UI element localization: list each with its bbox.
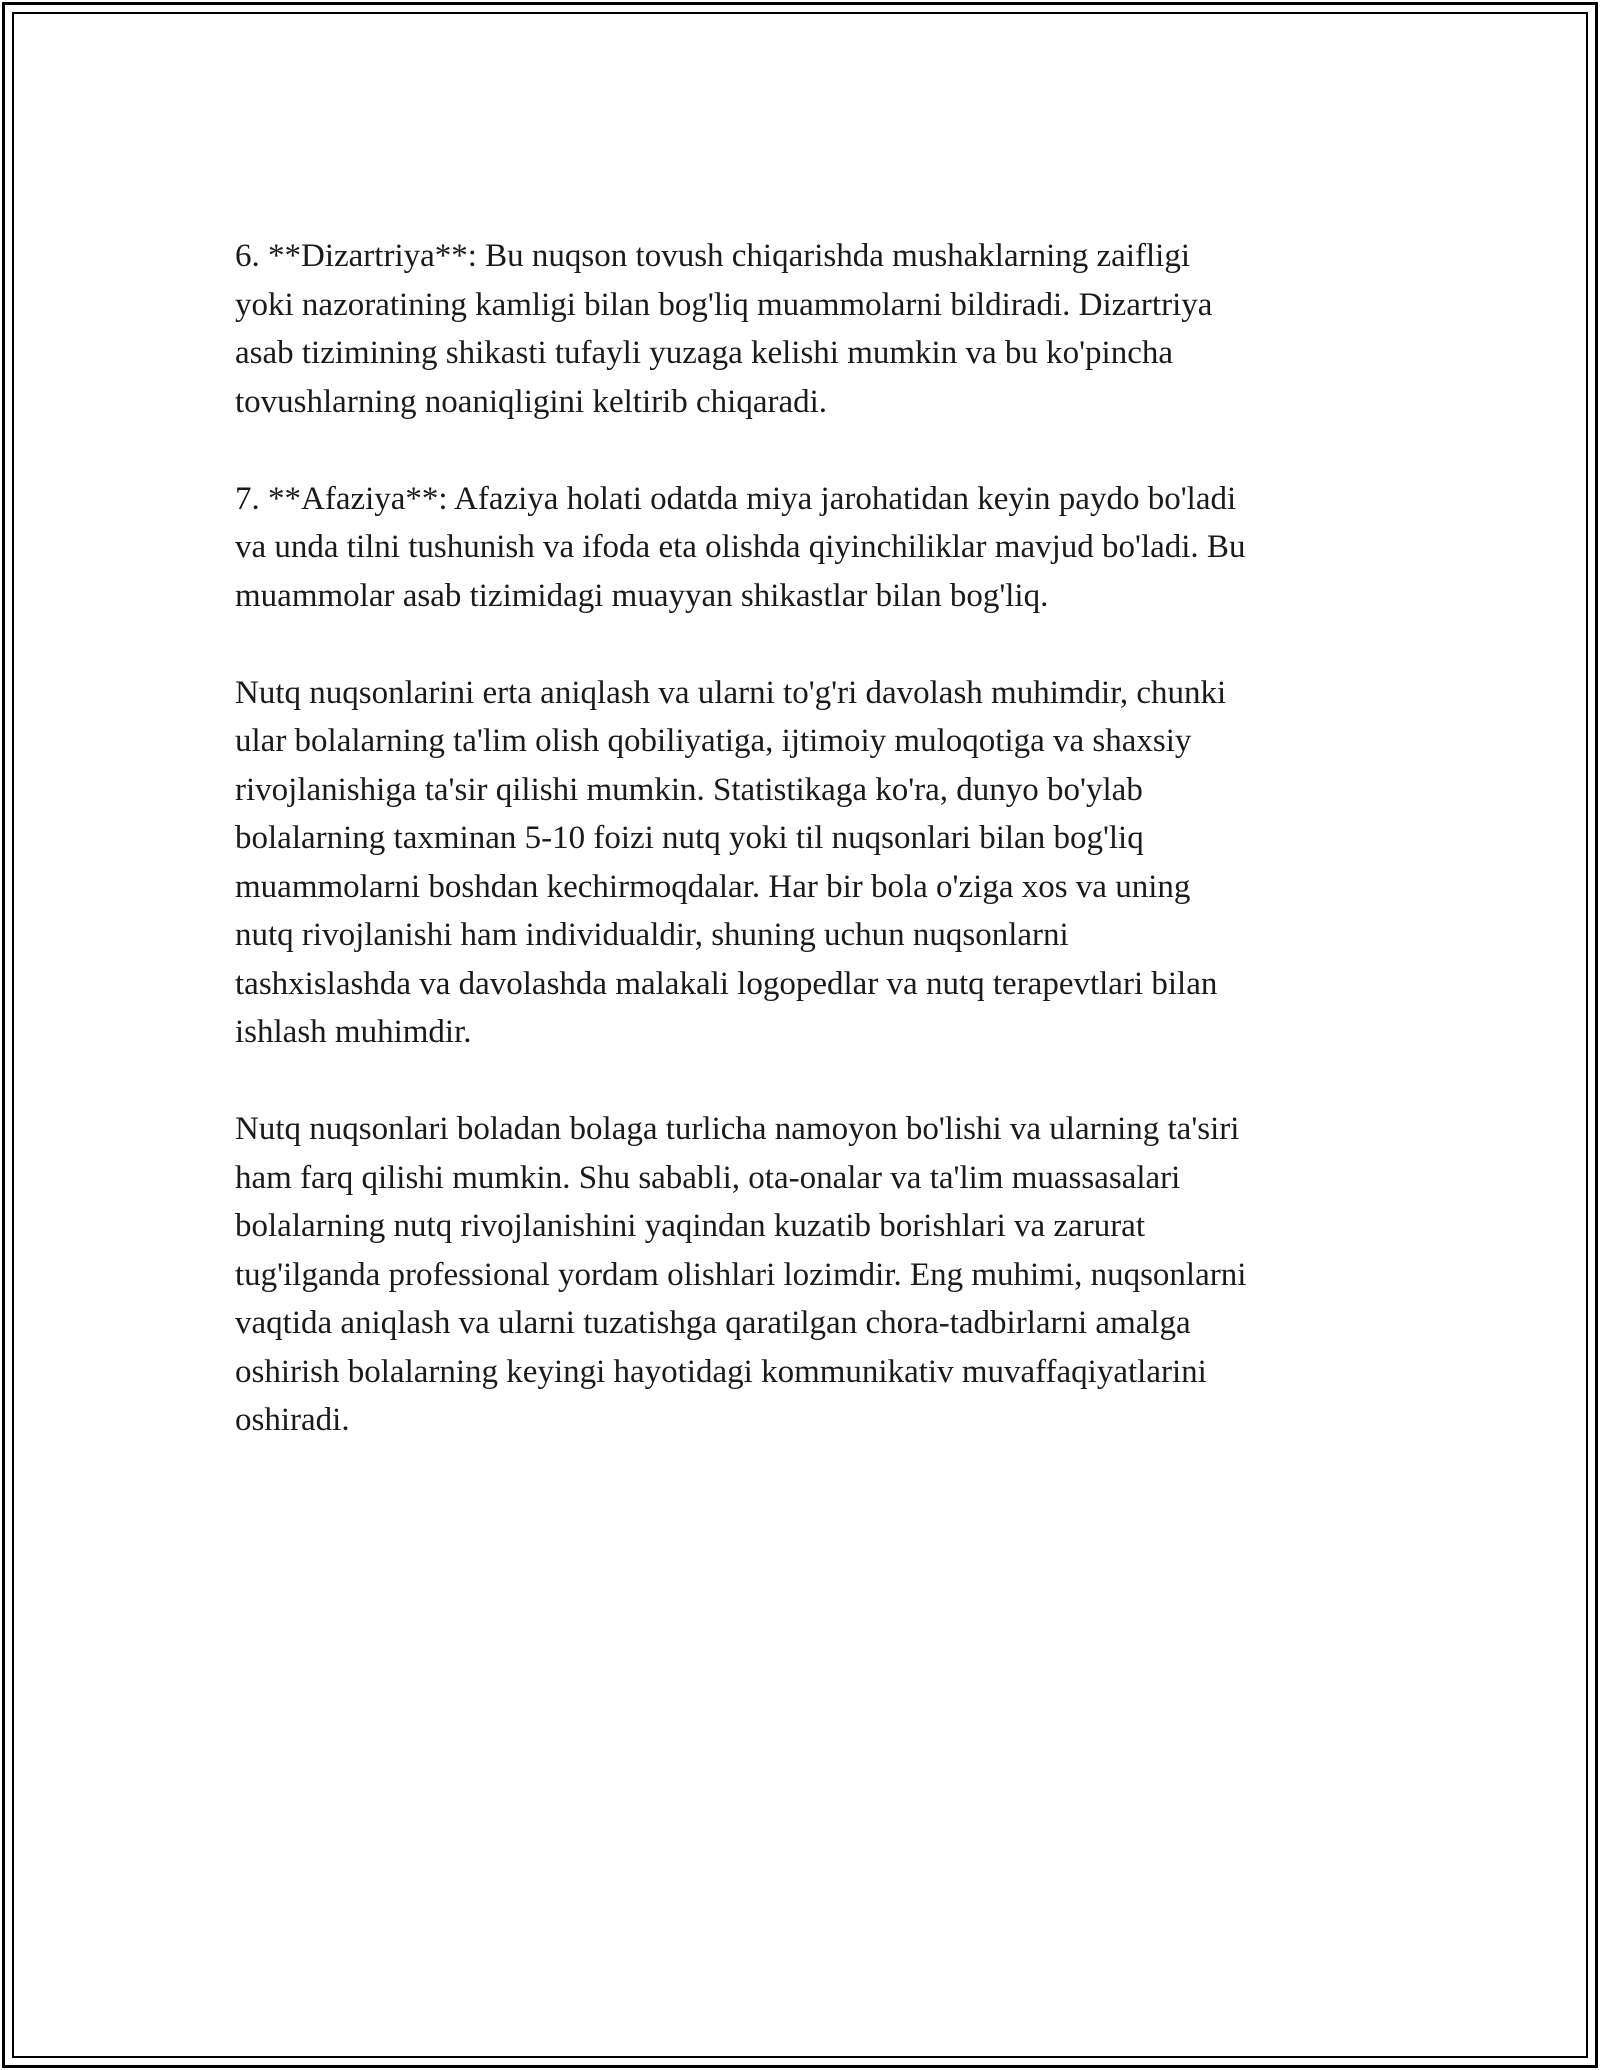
text-line: 6. **Dizartriya**: Bu nuqson tovush chiqarishda mushaklarning zaifligi	[235, 238, 1190, 274]
text-line: tug'ilganda professional yordam olishlari lozimdir. Eng muhimi, nuqsonlarni	[235, 1256, 1247, 1293]
text-line: yoki nazoratining kamligi bilan bog'liq muammolarni bildiradi. Dizartriya	[235, 286, 1213, 323]
text-line: va unda tilni tushunish va ifoda eta olishda qiyinchiliklar mavjud bo'ladi. Bu	[235, 529, 1246, 565]
paragraph-early-detection	[235, 669, 1380, 1057]
text-line: 7. **Afaziya**: Afaziya holati odatda miya jarohatidan keyin paydo bo'ladi	[235, 480, 1237, 517]
paragraph-conclusion	[235, 1105, 1380, 1445]
text-line: asab tizimining shikasti tufayli yuzaga kelishi mumkin va bu ko'pincha	[235, 335, 1174, 371]
text-line: Nutq nuqsonlarini erta aniqlash va ularni to'g'ri davolash muhimdir, chunki	[235, 674, 1227, 711]
text-line: muammolar asab tizimidagi muayyan shikastlar bilan bog'liq.	[235, 577, 1049, 614]
text-line: vaqtida aniqlash va ularni tuzatishga qaratilgan chora-tadbirlarni amalga	[235, 1305, 1191, 1341]
text-line: Nutq nuqsonlari boladan bolaga turlicha namoyon bo'lishi va ularning ta'siri	[235, 1111, 1240, 1147]
text-line: tovushlarning noaniqligini keltirib chiqaradi.	[235, 383, 828, 420]
text-line: rivojlanishiga ta'sir qilishi mumkin. Statistikaga ko'ra, dunyo bo'ylab	[235, 771, 1143, 808]
paragraph-afaziya	[235, 475, 1380, 621]
text-line: ham farq qilishi mumkin. Shu sababli, ota-onalar va ta'lim muassasalari	[235, 1159, 1181, 1196]
document-body	[235, 232, 1380, 1493]
text-line: oshiradi.	[235, 1402, 350, 1438]
text-line: bolalarning taxminan 5-10 foizi nutq yoki til nuqsonlari bilan bog'liq	[235, 820, 1144, 856]
text-line: nutq rivojlanishi ham individualdir, shuning uchun nuqsonlarni	[235, 917, 1069, 953]
text-line: oshirish bolalarning keyingi hayotidagi kommunikativ muvaffaqiyatlarini	[235, 1353, 1207, 1390]
text-line: tashxislashda va davolashda malakali logopedlar va nutq terapevtlari bilan	[235, 965, 1218, 1002]
text-line: bolalarning nutq rivojlanishini yaqindan kuzatib borishlari va zarurat	[235, 1208, 1145, 1244]
text-line: muammolarni boshdan kechirmoqdalar. Har bir bola o'ziga xos va uning	[235, 868, 1191, 905]
text-line: ishlash muhimdir.	[235, 1014, 472, 1050]
paragraph-dizartriya	[235, 232, 1380, 426]
text-line: ular bolalarning ta'lim olish qobiliyatiga, ijtimoiy muloqotiga va shaxsiy	[235, 723, 1192, 759]
